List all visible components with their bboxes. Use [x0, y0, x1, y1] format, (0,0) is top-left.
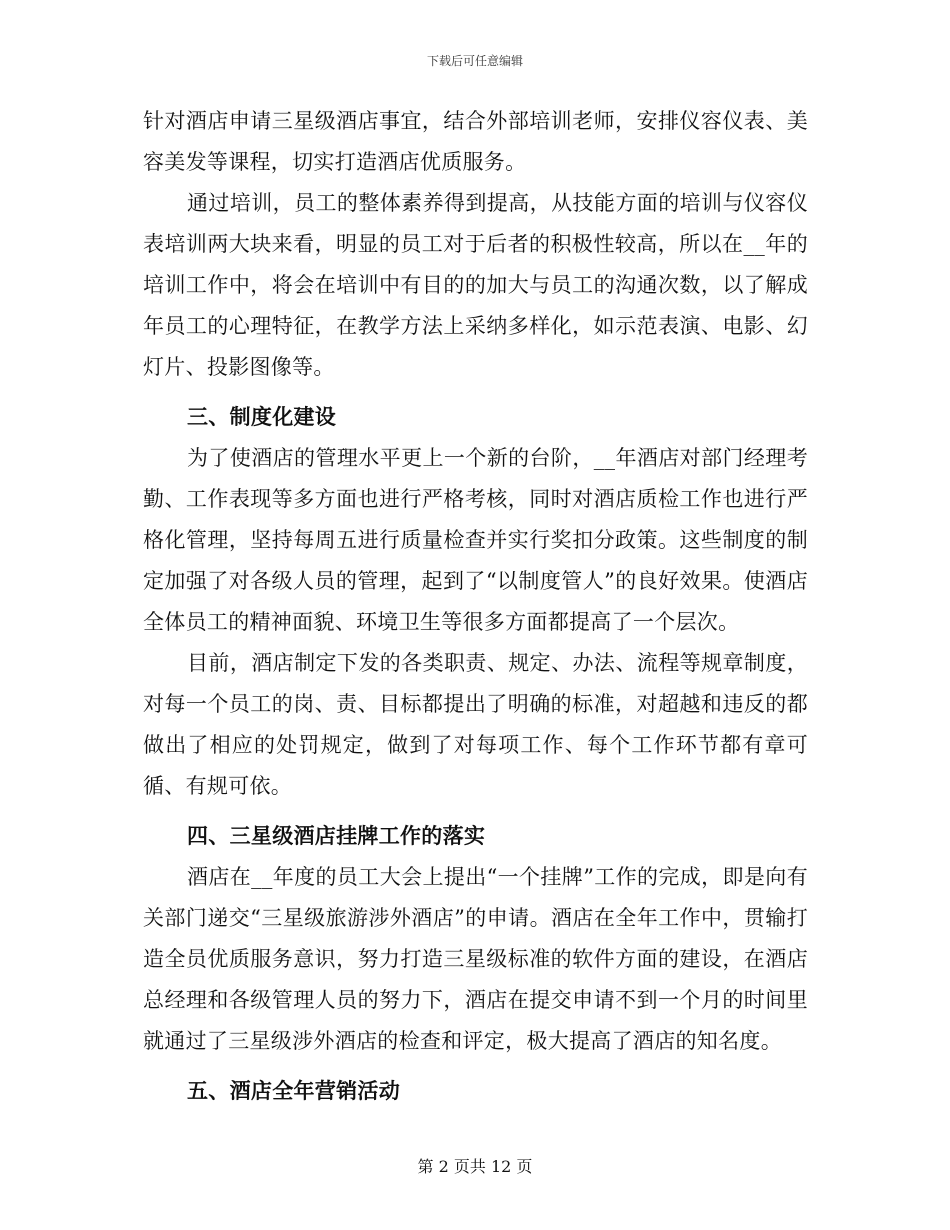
- page-footer: 第 2 页共 12 页: [417, 1157, 533, 1176]
- paragraph-1: 针对酒店申请三星级酒店事宜，结合外部培训老师，安排仪容仪表、美容美发等课程，切实打造酒店优质服务。: [143, 109, 808, 174]
- document-body: [143, 101, 808, 1112]
- section-heading-4: 四、三星级酒店挂牌工作的落实: [187, 823, 486, 848]
- section-heading-5: 五、酒店全年营销活动: [187, 1078, 400, 1103]
- section-heading-3: 三、制度化建设: [187, 404, 337, 429]
- paragraph-5: 酒店在__年度的员工大会上提出“一个挂牌”工作的完成，即是向有关部门递交“三星级旅游涉外酒店”的申请。酒店在全年工作中，贯输打造全员优质服务意识，努力打造三星级标准的软件方面的建设，在酒店总经理和各级管理人员的努力下，酒店在提交申请不到一个月的时间里就通过了三星级涉外酒店的检查和评定，极大提高了酒店的知名度。: [143, 865, 808, 1053]
- paragraph-4: 目前，酒店制定下发的各类职责、规定、办法、流程等规章制度，对每一个员工的岗、责、目标都提出了明确的标准，对超越和违反的都做出了相应的处罚规定，做到了对每项工作、每个工作环节都有章可循、有规可依。: [143, 651, 808, 798]
- paragraph-2: 通过培训，员工的整体素养得到提高，从技能方面的培训与仪容仪表培训两大块来看，明显的员工对于后者的积极性较高，所以在__年的培训工作中，将会在培训中有目的的加大与员工的沟通次数，以了解成年员工的心理特征，在教学方法上采纳多样化，如示范表演、电影、幻灯片、投影图像等。: [143, 191, 808, 379]
- page-header: 下载后可任意编辑: [426, 54, 523, 68]
- paragraph-3: 为了使酒店的管理水平更上一个新的台阶，__年酒店对部门经理考勤、工作表现等多方面也进行严格考核，同时对酒店质检工作也进行严格化管理，坚持每周五进行质量检查并实行奖扣分政策。这些制度的制定加强了对各级人员的管理，起到了“以制度管人”的良好效果。使酒店全体员工的精神面貌、环境卫生等很多方面都提高了一个层次。: [143, 446, 808, 634]
